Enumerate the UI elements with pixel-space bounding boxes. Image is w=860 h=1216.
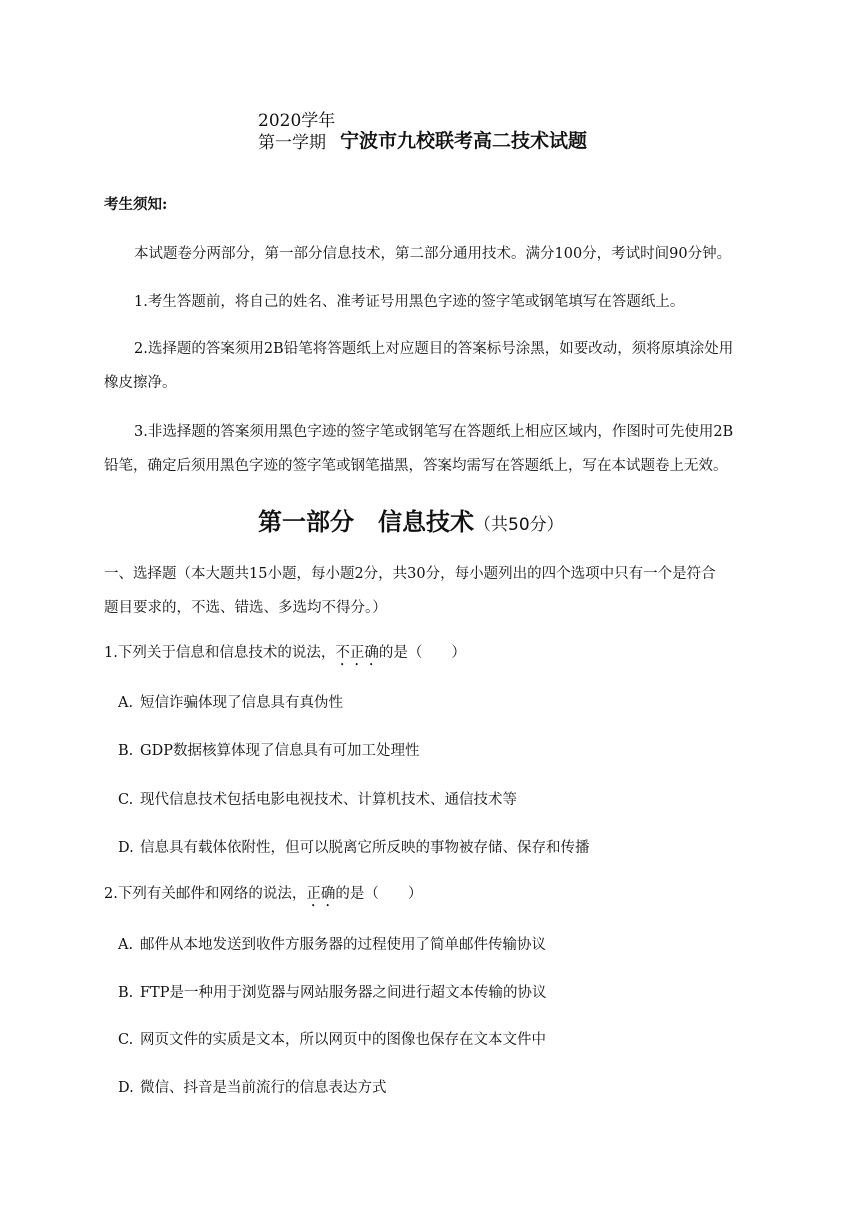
- header-year-line1: 2020学年: [258, 111, 336, 131]
- option-label: B.: [118, 985, 134, 1001]
- notice-intro: 本试题卷分两部分，第一部分信息技术，第二部分通用技术。满分100分，考试时间90分钟。: [134, 246, 732, 262]
- question-1-option-b: [118, 739, 419, 760]
- page-title: 宁波市九校联考高二技术试题: [340, 130, 588, 152]
- notice-item-3-line1: 3.非选择题的答案须用黑色字迹的签字笔或钢笔写在答题纸上相应区域内，作图时可先使用2B: [134, 424, 734, 440]
- part1-title: 第一部分 信息技术: [258, 508, 474, 536]
- notice-item-2-line1: 2.选择题的答案须用2B铅笔将答题纸上对应题目的答案标号涂黑，如要改动，须将原填涂处用: [134, 341, 734, 357]
- question-2-emphasis: 正确: [306, 886, 336, 902]
- question-2-option-a: [118, 933, 546, 954]
- header-year-line2: 第一学期: [258, 133, 326, 153]
- notice-item-3-line2: 铅笔，确定后须用黑色字迹的签字笔或钢笔描黑，答案均需写在答题纸上，写在本试题卷上无效。: [104, 458, 728, 474]
- option-text: 网页文件的实质是文本，所以网页中的图像也保存在文本文件中: [140, 1032, 546, 1048]
- notice-heading: 考生须知:: [104, 196, 168, 213]
- option-text: GDP数据核算体现了信息具有可加工处理性: [140, 743, 420, 759]
- notice-item-2-line2: 橡皮擦净。: [104, 375, 177, 391]
- part1-heading: [258, 502, 564, 537]
- option-text: 邮件从本地发送到收件方服务器的过程使用了简单邮件传输协议: [140, 937, 546, 953]
- question-1-stem: [104, 641, 466, 669]
- option-label: A.: [118, 937, 134, 953]
- option-label: D.: [118, 840, 134, 856]
- question-1-suffix: 的是（ ）: [378, 645, 466, 661]
- option-label: C.: [118, 792, 134, 808]
- section1-line1: 一、选择题（本大题共15小题，每小题2分，共30分，每小题列出的四个选项中只有一个是符合: [104, 566, 716, 582]
- question-1-prefix: 1.下列关于信息和信息技术的说法，: [104, 645, 336, 661]
- option-text: 信息具有载体依附性，但可以脱离它所反映的事物被存储、保存和传播: [140, 840, 590, 856]
- question-2-suffix: 的是（ ）: [335, 886, 423, 902]
- option-text: 现代信息技术包括电影电视技术、计算机技术、通信技术等: [140, 792, 517, 808]
- option-label: B.: [118, 743, 134, 759]
- question-2-option-d: [118, 1076, 387, 1097]
- question-2-prefix: 2.下列有关邮件和网络的说法，: [104, 886, 307, 902]
- question-2-option-b: [118, 981, 547, 1002]
- option-label: D.: [118, 1080, 134, 1096]
- part1-score: （共50分）: [474, 515, 564, 535]
- option-text: 微信、抖音是当前流行的信息表达方式: [140, 1080, 387, 1096]
- option-label: A.: [118, 695, 134, 711]
- question-2-stem: [104, 882, 422, 910]
- option-text: 短信诈骗体现了信息具有真伪性: [140, 695, 343, 711]
- option-label: C.: [118, 1032, 134, 1048]
- notice-item-1: 1.考生答题前，将自己的姓名、准考证号用黑色字迹的签字笔或钢笔填写在答题纸上。: [134, 294, 685, 310]
- question-2-option-c: [118, 1028, 546, 1049]
- question-1-option-c: [118, 788, 517, 809]
- option-text: FTP是一种用于浏览器与网站服务器之间进行超文本传输的协议: [140, 985, 547, 1001]
- header-year-block: [258, 110, 335, 154]
- question-1-emphasis: 不正确: [335, 645, 379, 661]
- question-1-option-d: [118, 836, 590, 857]
- section1-line2: 题目要求的，不选、错选、多选均不得分。）: [104, 600, 387, 616]
- question-1-option-a: [118, 691, 343, 712]
